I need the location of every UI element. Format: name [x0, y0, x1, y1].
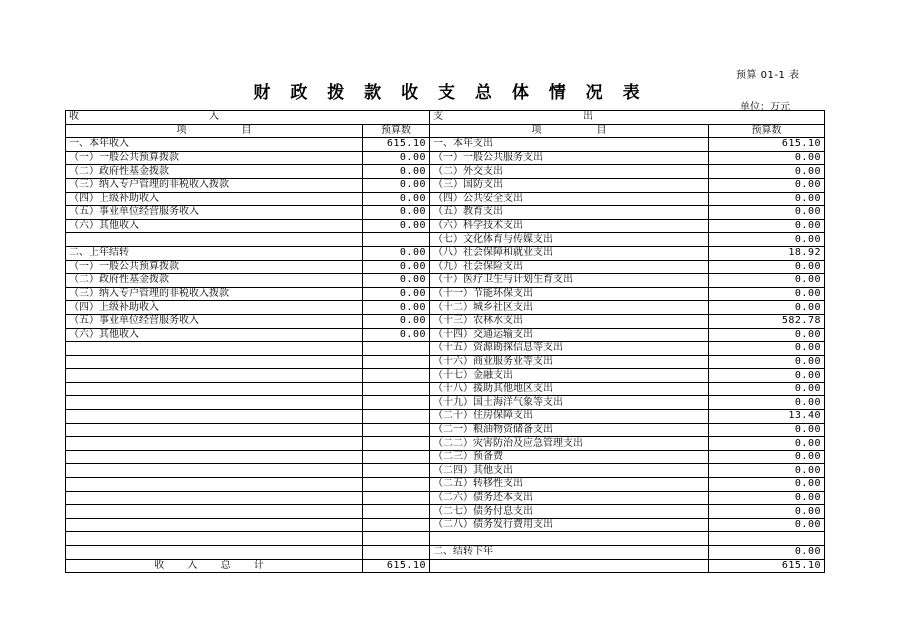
income-value-cell [363, 450, 430, 464]
table-row [66, 532, 825, 546]
income-value-cell [363, 491, 430, 505]
table-row [66, 355, 825, 369]
expense-item-cell: （二十）住房保障支出 [430, 410, 709, 424]
expense-item-cell: （二六）债务还本支出 [430, 491, 709, 505]
expense-value-cell: 13.40 [709, 410, 825, 424]
income-item-cell [66, 478, 363, 492]
table-row [66, 151, 825, 165]
income-item-cell: （一）一般公共预算拨款 [66, 260, 363, 274]
income-value-cell: 0.00 [363, 328, 430, 342]
expense-item-cell: （十五）资源勘探信息等支出 [430, 342, 709, 356]
expense-item-cell: （二七）债务付息支出 [430, 505, 709, 519]
total-income-label-text: 收 入 总 计 [154, 559, 274, 571]
expense-item-cell: （九）社会保险支出 [430, 260, 709, 274]
expense-item-cell: （二五）转移性支出 [430, 478, 709, 492]
income-item-cell: （五）事业单位经营服务收入 [66, 314, 363, 328]
expense-value-cell: 0.00 [709, 396, 825, 410]
table-row [66, 246, 825, 260]
header-row-columns [66, 124, 825, 138]
expense-value-cell: 0.00 [709, 165, 825, 179]
income-value-cell [363, 532, 430, 546]
income-value-cell: 0.00 [363, 274, 430, 288]
header-income-char2: 入 [209, 111, 219, 123]
table-row [66, 192, 825, 206]
income-item-cell: （六）其他收入 [66, 328, 363, 342]
table-row [66, 396, 825, 410]
income-item-cell [66, 546, 363, 560]
budget-table [65, 110, 825, 573]
form-number: 预算 01-1 表 [736, 70, 800, 81]
income-item-cell [66, 382, 363, 396]
header-item-char2: 目 [596, 124, 607, 136]
expense-item-cell: （三）国防支出 [430, 178, 709, 192]
expense-item-cell: （十八）援助其他地区支出 [430, 382, 709, 396]
table-row [66, 342, 825, 356]
expense-value-cell: 0.00 [709, 328, 825, 342]
income-value-cell: 0.00 [363, 287, 430, 301]
expense-item-cell: （二八）债务发行费用支出 [430, 518, 709, 532]
table-row [66, 165, 825, 179]
income-value-cell [363, 518, 430, 532]
expense-value-cell: 0.00 [709, 478, 825, 492]
expense-value-cell: 0.00 [709, 342, 825, 356]
table-row [66, 410, 825, 424]
income-item-cell: （五）事业单位经营服务收入 [66, 206, 363, 220]
income-item-cell [66, 355, 363, 369]
expense-value-cell: 0.00 [709, 260, 825, 274]
income-value-cell: 0.00 [363, 314, 430, 328]
income-value-cell: 615.10 [363, 138, 430, 152]
income-value-cell [363, 437, 430, 451]
income-item-cell [66, 396, 363, 410]
income-value-cell: 0.00 [363, 260, 430, 274]
income-value-cell: 0.00 [363, 301, 430, 315]
expense-item-cell: （十二）城乡社区支出 [430, 301, 709, 315]
expense-value-cell: 0.00 [709, 287, 825, 301]
table-row [66, 478, 825, 492]
table-row [66, 382, 825, 396]
income-item-cell: （六）其他收入 [66, 219, 363, 233]
expense-item-cell: （二四）其他支出 [430, 464, 709, 478]
income-item-cell: （一）一般公共预算拨款 [66, 151, 363, 165]
income-item-cell [66, 233, 363, 247]
expense-value-cell: 0.00 [709, 546, 825, 560]
expense-value-cell: 0.00 [709, 369, 825, 383]
income-value-cell: 0.00 [363, 246, 430, 260]
expense-item-cell: （十）医疗卫生与计划生育支出 [430, 274, 709, 288]
income-item-cell [66, 450, 363, 464]
expense-item-cell: （二二）灾害防治及应急管理支出 [430, 437, 709, 451]
income-value-cell [363, 396, 430, 410]
expense-value-cell: 0.00 [709, 437, 825, 451]
income-value-cell: 0.00 [363, 206, 430, 220]
income-item-cell: 二、上年结转 [66, 246, 363, 260]
expense-value-cell: 18.92 [709, 246, 825, 260]
table-row [66, 464, 825, 478]
expense-item-cell: （五）教育支出 [430, 206, 709, 220]
table-row [66, 274, 825, 288]
expense-item-cell: （十七）金融支出 [430, 369, 709, 383]
total-expense-value: 615.10 [709, 559, 825, 573]
header-expense-cell [430, 111, 825, 125]
income-value-cell [363, 464, 430, 478]
income-item-cell [66, 423, 363, 437]
header-income-cell [66, 111, 430, 125]
page-title: 财 政 拨 款 收 支 总 体 情 况 表 [253, 83, 647, 103]
table-row [66, 287, 825, 301]
income-item-cell: （二）政府性基金拨款 [66, 274, 363, 288]
expense-item-cell: （十四）交通运输支出 [430, 328, 709, 342]
expense-value-cell: 0.00 [709, 178, 825, 192]
income-item-cell [66, 410, 363, 424]
income-value-cell [363, 355, 430, 369]
expense-item-cell: 二、结转下年 [430, 546, 709, 560]
income-value-cell [363, 369, 430, 383]
expense-value-cell: 0.00 [709, 491, 825, 505]
income-value-cell [363, 410, 430, 424]
expense-value-cell [709, 532, 825, 546]
table-row [66, 138, 825, 152]
header-income-item [66, 124, 363, 138]
header-item-char1: 项 [531, 124, 542, 136]
income-item-cell [66, 342, 363, 356]
expense-item-cell: （二一）粮油物资储备支出 [430, 423, 709, 437]
income-value-cell [363, 382, 430, 396]
expense-item-cell: （十六）商业服务业等支出 [430, 355, 709, 369]
table-row [66, 369, 825, 383]
income-value-cell [363, 505, 430, 519]
income-value-cell: 0.00 [363, 165, 430, 179]
income-value-cell [363, 478, 430, 492]
income-item-cell [66, 532, 363, 546]
table-row [66, 314, 825, 328]
income-item-cell [66, 518, 363, 532]
income-value-cell: 0.00 [363, 151, 430, 165]
expense-value-cell: 0.00 [709, 206, 825, 220]
header-income-char1: 收 [69, 111, 79, 123]
header-item-char2: 目 [241, 124, 252, 136]
table-row [66, 505, 825, 519]
total-row [66, 559, 825, 573]
table-row [66, 328, 825, 342]
expense-value-cell: 0.00 [709, 450, 825, 464]
income-item-cell: （二）政府性基金拨款 [66, 165, 363, 179]
expense-item-cell: （六）科学技术支出 [430, 219, 709, 233]
income-item-cell [66, 437, 363, 451]
income-item-cell [66, 505, 363, 519]
expense-item-cell: 一、本年支出 [430, 138, 709, 152]
table-row [66, 178, 825, 192]
expense-value-cell: 0.00 [709, 355, 825, 369]
expense-value-cell: 0.00 [709, 219, 825, 233]
income-item-cell [66, 369, 363, 383]
total-expense-label [430, 559, 709, 573]
expense-value-cell: 0.00 [709, 233, 825, 247]
expense-value-cell: 0.00 [709, 464, 825, 478]
income-item-cell [66, 464, 363, 478]
header-expense-item [430, 124, 709, 138]
table-row [66, 260, 825, 274]
expense-value-cell: 0.00 [709, 518, 825, 532]
table-row [66, 233, 825, 247]
expense-item-cell: （十一）节能环保支出 [430, 287, 709, 301]
header-row-category [66, 111, 825, 125]
header-expense-budget: 预算数 [709, 124, 825, 138]
table-row [66, 206, 825, 220]
expense-value-cell: 582.78 [709, 314, 825, 328]
income-value-cell [363, 233, 430, 247]
table-row [66, 423, 825, 437]
table-row [66, 219, 825, 233]
table-row [66, 437, 825, 451]
total-income-label [66, 559, 363, 573]
expense-item-cell: （十九）国土海洋气象等支出 [430, 396, 709, 410]
expense-item-cell: （七）文化体育与传媒支出 [430, 233, 709, 247]
income-value-cell: 0.00 [363, 219, 430, 233]
table-row [66, 546, 825, 560]
expense-item-cell: （四）公共安全支出 [430, 192, 709, 206]
unit-label: 单位：万元 [740, 102, 790, 113]
income-item-cell [66, 491, 363, 505]
table-row [66, 450, 825, 464]
header-item-char1: 项 [176, 124, 187, 136]
total-income-value: 615.10 [363, 559, 430, 573]
expense-item-cell: （二三）预备费 [430, 450, 709, 464]
expense-item-cell: （十三）农林水支出 [430, 314, 709, 328]
income-item-cell: （三）纳入专户管理的非税收入拨款 [66, 178, 363, 192]
income-item-cell: （三）纳入专户管理的非税收入拨款 [66, 287, 363, 301]
expense-value-cell: 0.00 [709, 382, 825, 396]
expense-item-cell: （二）外交支出 [430, 165, 709, 179]
income-value-cell: 0.00 [363, 192, 430, 206]
income-value-cell: 0.00 [363, 178, 430, 192]
expense-value-cell: 0.00 [709, 505, 825, 519]
expense-item-cell: （八）社会保障和就业支出 [430, 246, 709, 260]
expense-value-cell: 0.00 [709, 301, 825, 315]
header-expense-char2: 出 [583, 111, 593, 123]
expense-value-cell: 0.00 [709, 423, 825, 437]
expense-value-cell: 0.00 [709, 151, 825, 165]
header-income-budget: 预算数 [363, 124, 430, 138]
income-value-cell [363, 423, 430, 437]
table-row [66, 491, 825, 505]
income-value-cell [363, 342, 430, 356]
income-item-cell: （四）上级补助收入 [66, 192, 363, 206]
expense-value-cell: 0.00 [709, 192, 825, 206]
income-item-cell: （四）上级补助收入 [66, 301, 363, 315]
expense-value-cell: 615.10 [709, 138, 825, 152]
expense-value-cell: 0.00 [709, 274, 825, 288]
income-item-cell: 一、本年收入 [66, 138, 363, 152]
income-value-cell [363, 546, 430, 560]
header-expense-char1: 支 [433, 111, 443, 123]
table-row [66, 301, 825, 315]
expense-item-cell [430, 532, 709, 546]
table-row [66, 518, 825, 532]
expense-item-cell: （一）一般公共服务支出 [430, 151, 709, 165]
